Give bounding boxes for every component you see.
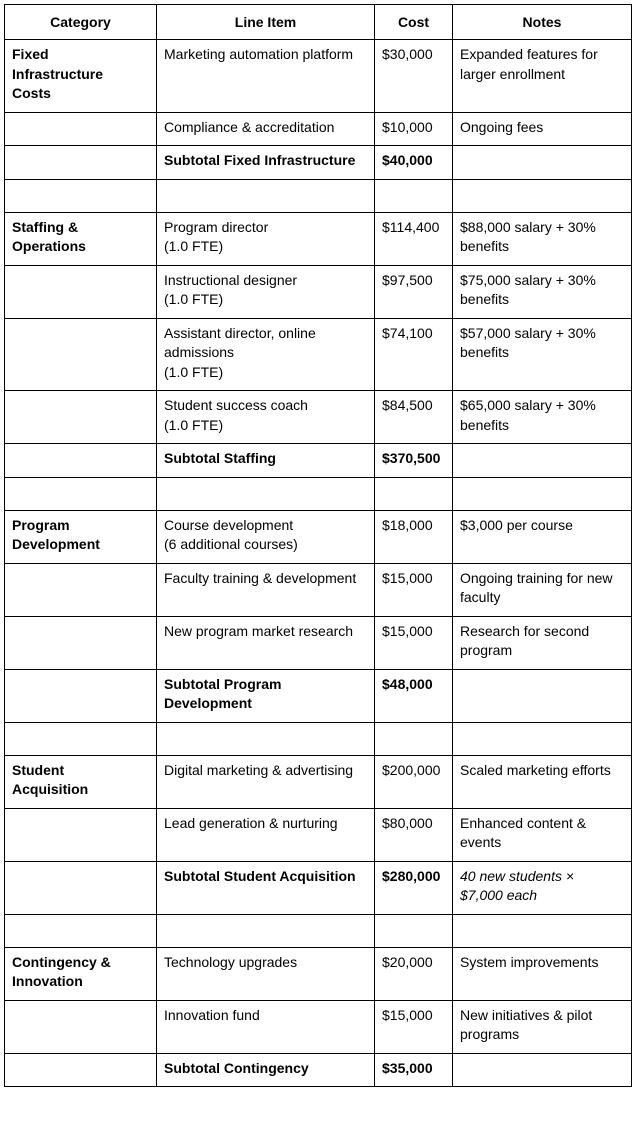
subtotal-cost: $48,000 [375,669,453,722]
line-item-cell [157,563,375,616]
subtotal-cost: $370,500 [375,444,453,478]
notes-cell-line: events [460,834,502,850]
subtotal-notes [453,1053,632,1087]
notes-cell [453,808,632,861]
cost-cell: $18,000 [375,510,453,563]
subtotal-cost: $35,000 [375,1053,453,1087]
notes-cell-line: $75,000 salary + 30% [460,271,596,288]
table-row [5,616,632,669]
category-cell [5,40,157,113]
subtotal-notes-line: $7,000 each [460,887,538,903]
subtotal-label-line: Subtotal Contingency [164,1059,309,1076]
notes-cell-line: Ongoing training for new [460,569,613,586]
line-item-cell-line: Course development [164,516,294,533]
spacer-cell [375,477,453,510]
spacer-cell [157,722,375,755]
subtotal-notes [453,861,632,914]
notes-cell [453,391,632,444]
table-row [5,112,632,146]
line-item-cell-line: Lead generation & nurturing [164,814,338,831]
notes-cell-line: program [460,642,513,658]
line-item-cell [157,391,375,444]
line-item-cell [157,510,375,563]
subtotal-label [157,146,375,180]
category-cell [5,947,157,1000]
line-item-cell [157,755,375,808]
category-cell-line: Acquisition [12,781,89,797]
cost-cell: $10,000 [375,112,453,146]
line-item-cell-line: admissions [164,344,235,360]
notes-cell-line: New initiatives & pilot [460,1006,593,1023]
subtotal-label-line: Subtotal Staffing [164,450,276,466]
cost-cell: $20,000 [375,947,453,1000]
spacer-row [5,477,632,510]
line-item-cell [157,808,375,861]
category-cell-line: Operations [12,238,86,254]
table-row [5,40,632,113]
cost-cell: $97,500 [375,265,453,318]
spacer-row [5,914,632,947]
category-cell-line: Contingency & [12,953,111,970]
table-row [5,318,632,391]
category-cell [5,510,157,563]
notes-cell-line: $65,000 salary + 30% [460,397,596,413]
category-cell-line: Costs [12,85,51,101]
spacer-cell [453,179,632,212]
spacer-cell [453,722,632,755]
category-cell-empty [5,444,157,478]
spacer-cell [157,179,375,212]
category-cell-empty [5,391,157,444]
notes-cell [453,1000,632,1053]
category-cell-line: Staffing & [12,218,79,235]
category-cell-empty [5,1000,157,1053]
category-cell-empty [5,265,157,318]
subtotal-cost: $280,000 [375,861,453,914]
category-cell-empty [5,112,157,146]
notes-cell-line: Enhanced content & [460,814,587,831]
notes-cell-line: benefits [460,291,510,307]
subtotal-row [5,861,632,914]
line-item-cell-line: Program director [164,218,269,235]
line-item-cell [157,947,375,1000]
line-item-cell [157,616,375,669]
category-cell-empty [5,1053,157,1087]
spacer-cell [5,722,157,755]
line-item-cell-line: Technology upgrades [164,953,298,970]
spacer-cell [453,914,632,947]
cost-cell: $30,000 [375,40,453,113]
cost-cell: $84,500 [375,391,453,444]
table-row [5,808,632,861]
header-cost: Cost [375,5,453,40]
subtotal-label-line: Subtotal Fixed Infrastructure [164,152,356,168]
subtotal-row [5,1053,632,1087]
notes-cell-line: larger enrollment [460,65,566,82]
line-item-cell-line: Assistant director, online [164,324,316,341]
notes-cell [453,265,632,318]
notes-cell-line: Expanded features for [460,46,598,62]
line-item-cell-line: Student success coach [164,397,308,413]
category-cell-empty [5,318,157,391]
line-item-cell-line: Marketing automation platform [164,46,354,62]
subtotal-label [157,669,375,722]
spacer-cell [5,477,157,510]
notes-cell [453,755,632,808]
subtotal-row [5,444,632,478]
table-row [5,563,632,616]
notes-cell-line: System improvements [460,953,599,970]
subtotal-notes-line: 40 new students × [460,867,575,884]
line-item-cell-line: Instructional designer [164,271,298,288]
category-cell-empty [5,669,157,722]
table-row [5,212,632,265]
spacer-cell [453,477,632,510]
subtotal-notes [453,669,632,722]
notes-cell [453,563,632,616]
subtotal-cost: $40,000 [375,146,453,180]
line-item-cell-line: New program market research [164,622,354,639]
cost-cell: $15,000 [375,563,453,616]
notes-cell-line: Scaled marketing efforts [460,761,611,778]
notes-cell-line: Ongoing fees [460,118,544,135]
spacer-cell [375,722,453,755]
line-item-cell-line: Compliance & accreditation [164,118,335,135]
header-category: Category [5,5,157,40]
notes-cell-line: Research for second [460,622,590,639]
spacer-cell [5,914,157,947]
category-cell-line: Infrastructure [12,65,104,82]
line-item-cell [157,318,375,391]
line-item-cell-line: (1.0 FTE) [164,291,224,307]
notes-cell [453,616,632,669]
line-item-cell-line: (1.0 FTE) [164,238,224,254]
notes-cell-line: benefits [460,344,510,360]
spacer-cell [157,477,375,510]
table-row [5,510,632,563]
category-cell-empty [5,616,157,669]
subtotal-notes [453,444,632,478]
category-cell-empty [5,146,157,180]
cost-cell: $80,000 [375,808,453,861]
cost-cell: $74,100 [375,318,453,391]
subtotal-label-line: Subtotal Student Acquisition [164,867,356,884]
table-row [5,755,632,808]
category-cell [5,755,157,808]
notes-cell [453,510,632,563]
notes-cell-line: benefits [460,238,510,254]
subtotal-label [157,1053,375,1087]
category-cell-line: Fixed [12,46,49,62]
category-cell-line: Student [12,761,65,778]
line-item-cell [157,212,375,265]
category-cell [5,212,157,265]
subtotal-label-line: Development [164,695,252,711]
spacer-row [5,179,632,212]
line-item-cell-line: (6 additional courses) [164,536,298,552]
notes-cell [453,947,632,1000]
line-item-cell-line: Digital marketing & advertising [164,761,354,778]
spacer-cell [375,914,453,947]
cost-cell: $200,000 [375,755,453,808]
line-item-cell-line: Faculty training & development [164,569,357,586]
table-row [5,947,632,1000]
notes-cell-line: $88,000 salary + 30% [460,218,596,235]
notes-cell [453,40,632,113]
subtotal-row [5,669,632,722]
subtotal-label [157,861,375,914]
subtotal-label [157,444,375,478]
notes-cell [453,212,632,265]
cost-cell: $114,400 [375,212,453,265]
spacer-cell [5,179,157,212]
category-cell-line: Program [12,516,70,533]
category-cell-empty [5,563,157,616]
category-cell-empty [5,861,157,914]
table-body [5,40,632,1087]
category-cell-empty [5,808,157,861]
table-row [5,391,632,444]
line-item-cell-line: Innovation fund [164,1006,260,1023]
header-row [5,5,632,40]
budget-table [4,4,632,1087]
line-item-cell-line: (1.0 FTE) [164,416,224,433]
notes-cell-line: faculty [460,589,501,605]
notes-cell-line: $3,000 per course [460,516,573,533]
line-item-cell-line: (1.0 FTE) [164,363,224,380]
category-cell-line: Development [12,536,100,552]
cost-cell: $15,000 [375,616,453,669]
spacer-cell [157,914,375,947]
table-header [5,5,632,40]
line-item-cell [157,112,375,146]
line-item-cell [157,265,375,318]
subtotal-label-line: Subtotal Program [164,675,282,692]
subtotal-row [5,146,632,180]
line-item-cell [157,1000,375,1053]
subtotal-notes [453,146,632,180]
header-notes: Notes [453,5,632,40]
line-item-cell [157,40,375,113]
notes-cell-line: benefits [460,416,510,433]
header-line-item: Line Item [157,5,375,40]
table-row [5,265,632,318]
notes-cell-line: $57,000 salary + 30% [460,324,596,341]
cost-cell: $15,000 [375,1000,453,1053]
notes-cell-line: programs [460,1026,520,1042]
category-cell-line: Innovation [12,973,83,989]
table-row [5,1000,632,1053]
notes-cell [453,318,632,391]
spacer-cell [375,179,453,212]
notes-cell [453,112,632,146]
spacer-row [5,722,632,755]
